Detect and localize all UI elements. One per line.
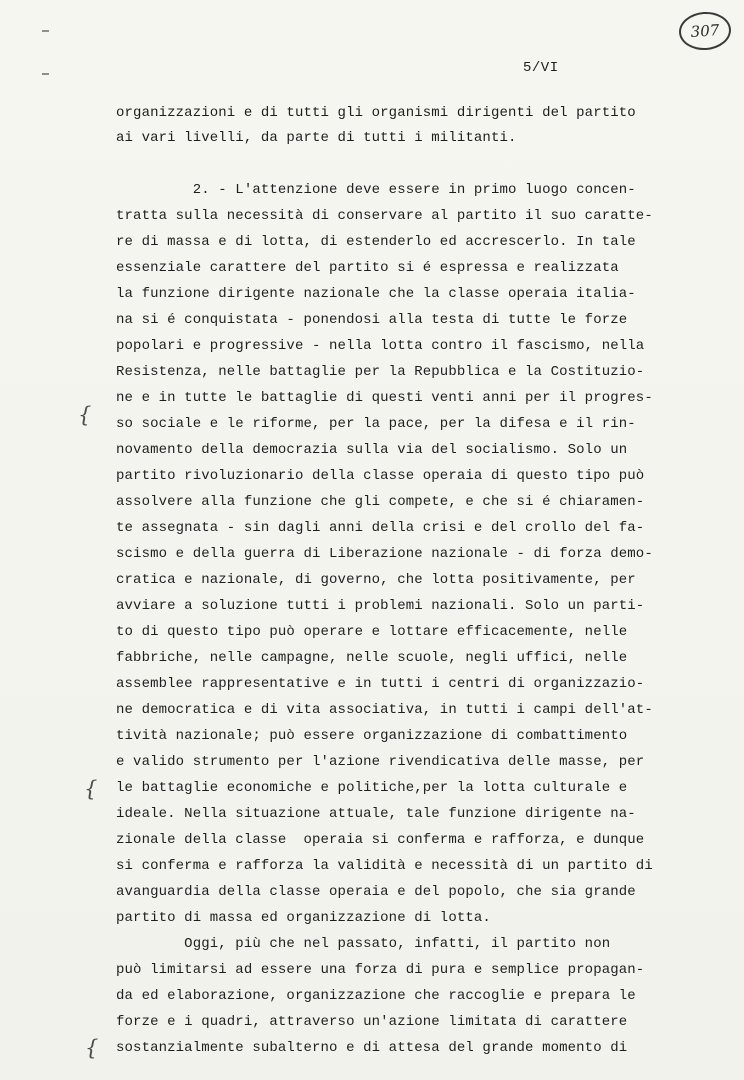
text-line: tratta sulla necessità di conservare al partito il suo caratte- bbox=[116, 208, 653, 224]
text-line: essenziale carattere del partito si é espressa e realizzata bbox=[116, 260, 619, 276]
handwritten-margin-bracket: { bbox=[85, 1036, 99, 1060]
text-line: può limitarsi ad essere una forza di pura e semplice propagan- bbox=[116, 962, 645, 978]
page-number: 5/VI bbox=[523, 60, 559, 76]
text-line: assolvere alla funzione che gli compete, e che si é chiaramen- bbox=[116, 494, 645, 510]
text-line: organizzazioni e di tutti gli organismi dirigenti del partito bbox=[116, 105, 636, 121]
text-line: fabbriche, nelle campagne, nelle scuole, negli uffici, nelle bbox=[116, 650, 628, 666]
handwritten-margin-bracket: { bbox=[84, 777, 98, 801]
text-line: si conferma e rafforza la validità e necessità di un partito di bbox=[116, 858, 653, 874]
archive-number: 307 bbox=[690, 21, 720, 41]
text-line: forze e i quadri, attraverso un'azione limitata di carattere bbox=[116, 1014, 628, 1030]
text-line: ai vari livelli, da parte di tutti i militanti. bbox=[116, 130, 517, 146]
text-line: scismo e della guerra di Liberazione nazionale - di forza demo- bbox=[116, 546, 653, 562]
text-line: popolari e progressive - nella lotta contro il fascismo, nella bbox=[116, 338, 645, 354]
archive-number-stamp bbox=[678, 10, 733, 52]
text-line: le battaglie economiche e politiche,per la lotta culturale e bbox=[116, 780, 628, 796]
text-line: na si é conquistata - ponendosi alla testa di tutte le forze bbox=[116, 312, 628, 328]
text-line: re di massa e di lotta, di estenderlo ed accrescerlo. In tale bbox=[116, 234, 636, 250]
text-line: avviare a soluzione tutti i problemi nazionali. Solo un parti- bbox=[116, 598, 645, 614]
text-line: partito di massa ed organizzazione di lotta. bbox=[116, 910, 491, 926]
text-line: e valido strumento per l'azione rivendicativa delle masse, per bbox=[116, 754, 645, 770]
left-margin-dash bbox=[42, 73, 49, 75]
text-line: te assegnata - sin dagli anni della crisi e del crollo del fa- bbox=[116, 520, 645, 536]
text-line: assemblee rappresentative e in tutti i centri di organizzazio- bbox=[116, 676, 645, 692]
text-line: ne e in tutte le battaglie di questi venti anni per il progres- bbox=[116, 390, 653, 406]
text-line: da ed elaborazione, organizzazione che raccoglie e prepara le bbox=[116, 988, 636, 1004]
text-line: Oggi, più che nel passato, infatti, il partito non bbox=[116, 936, 611, 952]
text-line: tività nazionale; può essere organizzazione di combattimento bbox=[116, 728, 628, 744]
text-line: ideale. Nella situazione attuale, tale funzione dirigente na- bbox=[116, 806, 636, 822]
text-line: ne democratica e di vita associativa, in tutti i campi dell'at- bbox=[116, 702, 653, 718]
text-line: Resistenza, nelle battaglie per la Repubblica e la Costituzio- bbox=[116, 364, 645, 380]
text-line: avanguardia della classe operaia e del popolo, che sia grande bbox=[116, 884, 636, 900]
handwritten-margin-bracket: { bbox=[78, 403, 92, 427]
text-line: so sociale e le riforme, per la pace, per la difesa e il rin- bbox=[116, 416, 636, 432]
text-line: sostanzialmente subalterno e di attesa del grande momento di bbox=[116, 1040, 628, 1056]
text-line: cratica e nazionale, di governo, che lotta positivamente, per bbox=[116, 572, 636, 588]
text-line: la funzione dirigente nazionale che la classe operaia italia- bbox=[116, 286, 636, 302]
text-line: partito rivoluzionario della classe operaia di questo tipo può bbox=[116, 468, 645, 484]
text-line: novamento della democrazia sulla via del socialismo. Solo un bbox=[116, 442, 628, 458]
text-line: 2. - L'attenzione deve essere in primo luogo concen- bbox=[116, 182, 636, 198]
text-line: zionale della classe operaia si conferma e rafforza, e dunque bbox=[116, 832, 645, 848]
left-margin-dash bbox=[42, 30, 49, 32]
text-line: to di questo tipo può operare e lottare efficacemente, nelle bbox=[116, 624, 628, 640]
